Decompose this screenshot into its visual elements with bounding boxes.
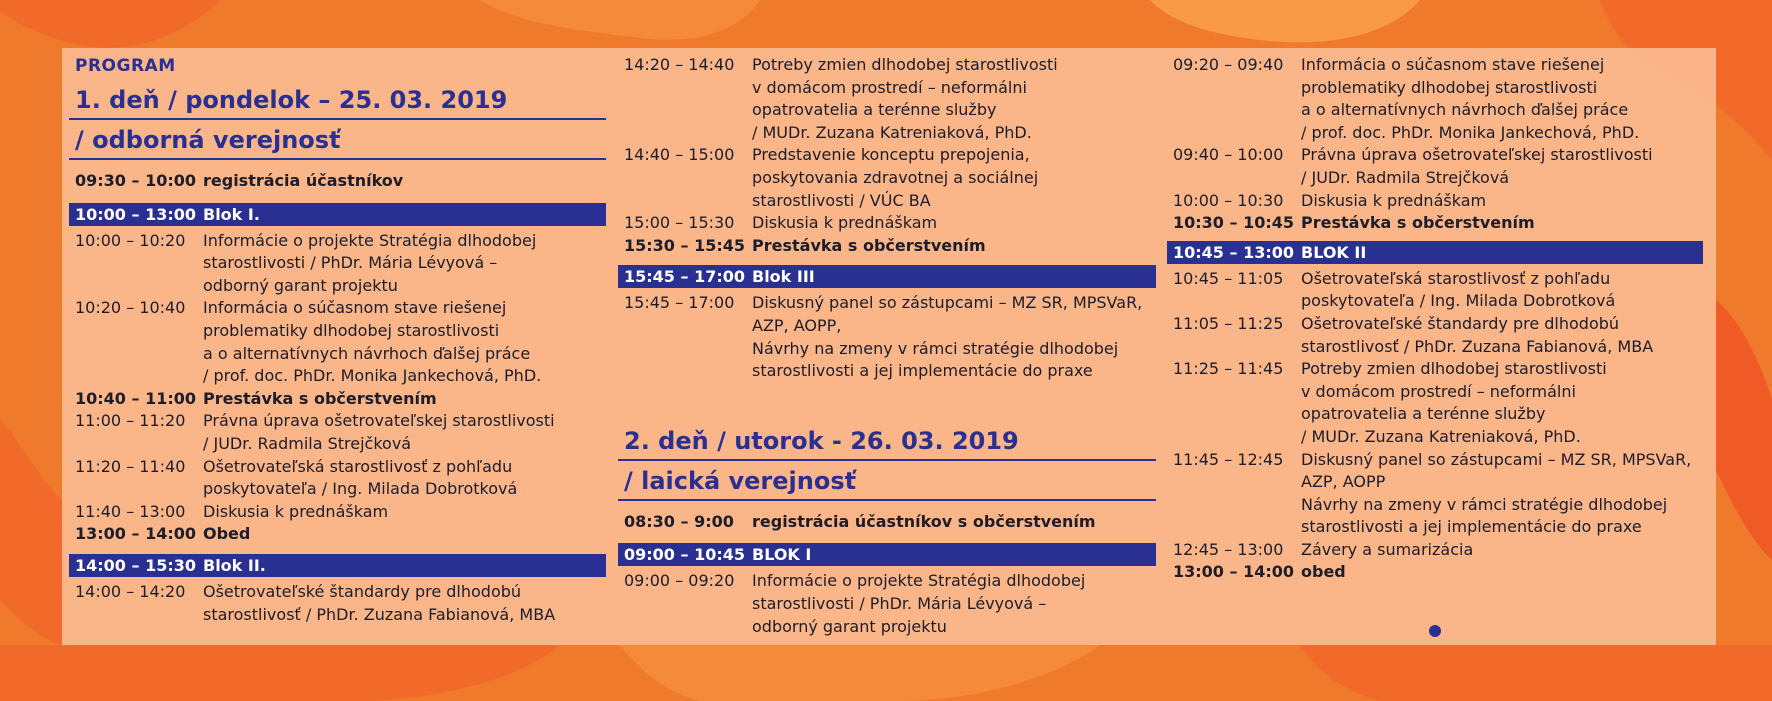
schedule-row xyxy=(1167,449,1703,539)
description-line: Potreby zmien dlhodobej starostlivosti xyxy=(752,55,1058,74)
time: 14:40 – 15:00 xyxy=(624,145,735,165)
day2-block2-header xyxy=(1167,241,1703,264)
description-line: Diskusia k prednáškam xyxy=(752,213,938,233)
description-line: AZP, AOPP xyxy=(1301,472,1386,492)
description xyxy=(752,212,1156,235)
schedule-row xyxy=(618,54,1156,144)
block-title: Blok II. xyxy=(203,555,266,575)
block-time: 10:45 – 13:00 xyxy=(1173,242,1294,262)
schedule-row xyxy=(1167,268,1703,313)
description xyxy=(1301,449,1703,539)
description-line: v domácom prostredí – neformálni xyxy=(1301,381,1576,401)
description: registrácia účastníkov xyxy=(203,171,404,190)
day1-block3-items xyxy=(618,292,1156,382)
time: 11:20 – 11:40 xyxy=(75,456,186,476)
description xyxy=(1301,313,1703,358)
day1-audience: / odborná verejnosť xyxy=(69,122,606,160)
day2-block2-items xyxy=(1167,268,1703,584)
description xyxy=(1301,358,1703,448)
day2-registration-row xyxy=(618,511,1156,534)
description-line: Prestávka s občerstvením xyxy=(752,235,986,255)
schedule-row xyxy=(69,297,606,387)
description xyxy=(203,388,606,411)
schedule-row xyxy=(1167,358,1703,448)
time: 09:40 – 10:00 xyxy=(1173,145,1284,165)
description-line: a o alternatívnych návrhoch ďalšej práce xyxy=(1301,100,1629,120)
description-line: poskytovateľa / Ing. Milada Dobrotková xyxy=(203,479,518,499)
schedule-row xyxy=(618,292,1156,382)
description-line: / prof. doc. PhDr. Monika Jankechová, PhD. xyxy=(203,366,542,386)
block-time: 15:45 – 17:00 xyxy=(624,267,745,287)
schedule-row xyxy=(1167,539,1703,562)
description-line: starostlivosti / PhDr. Mária Lévyová – xyxy=(752,593,1047,613)
description-line: poskytovania zdravotnej a sociálnej xyxy=(752,167,1039,187)
day1-title: 1. deň / pondelok – 25. 03. 2019 xyxy=(69,82,606,120)
program-label: PROGRAM xyxy=(75,56,176,76)
time: 15:00 – 15:30 xyxy=(624,213,735,233)
description xyxy=(203,523,606,546)
schedule-row xyxy=(618,144,1156,212)
block-title: Blok I. xyxy=(203,204,260,224)
day2-title: 2. deň / utorok - 26. 03. 2019 xyxy=(618,423,1156,461)
description-line: Právna úprava ošetrovateľskej starostlivosti xyxy=(203,411,555,431)
description-line: Diskusia k prednáškam xyxy=(203,501,389,521)
day1-block2-items xyxy=(69,581,606,626)
time: 09:00 – 09:20 xyxy=(624,571,735,591)
description xyxy=(1301,54,1703,144)
time: 11:25 – 11:45 xyxy=(1173,359,1284,379)
schedule-row xyxy=(69,230,606,298)
description xyxy=(203,456,606,501)
description-line: v domácom prostredí – neformálni xyxy=(752,77,1027,97)
time: 11:00 – 11:20 xyxy=(75,411,186,431)
schedule-row xyxy=(69,456,606,501)
schedule-row xyxy=(1167,561,1703,584)
day1-registration-row xyxy=(69,170,606,193)
description-line: Diskusný panel so zástupcami – MZ SR, MPSVaR, xyxy=(1301,449,1692,469)
block-title: BLOK II xyxy=(1301,242,1367,262)
time: 13:00 – 14:00 xyxy=(75,524,196,544)
description-line: starostlivosť / PhDr. Zuzana Fabianová, MBA xyxy=(203,604,556,624)
description-line: odborný garant projektu xyxy=(203,275,398,295)
description-line: Ošetrovateľská starostlivosť z pohľadu xyxy=(1301,268,1611,288)
description-line: Právna úprava ošetrovateľskej starostlivosti xyxy=(1301,145,1653,165)
time: 10:45 – 11:05 xyxy=(1173,268,1284,288)
day2-block1-header xyxy=(618,543,1156,566)
description xyxy=(752,235,1156,258)
description-line: Prestávka s občerstvením xyxy=(1301,213,1535,233)
description-line: Diskusia k prednáškam xyxy=(1301,190,1487,210)
day2-block1-items xyxy=(618,570,1156,638)
time: 10:20 – 10:40 xyxy=(75,298,186,318)
description xyxy=(203,230,606,298)
description-line: Predstavenie konceptu prepojenia, xyxy=(752,145,1030,165)
description xyxy=(1301,144,1703,189)
time: 13:00 – 14:00 xyxy=(1173,562,1294,582)
block-time: 09:00 – 10:45 xyxy=(624,545,745,565)
time: 10:40 – 11:00 xyxy=(75,388,196,408)
time: 09:30 – 10:00 xyxy=(75,171,196,190)
description-line: / prof. doc. PhDr. Monika Jankechová, PhD. xyxy=(1301,122,1640,142)
schedule-row xyxy=(69,501,606,524)
schedule-row xyxy=(1167,54,1703,144)
description-line: / MUDr. Zuzana Katreniaková, PhD. xyxy=(752,122,1032,142)
description-line: Obed xyxy=(203,524,251,544)
time: 09:20 – 09:40 xyxy=(1173,55,1284,74)
schedule-row xyxy=(69,410,606,455)
day1-block2-header xyxy=(69,554,606,577)
description-line: a o alternatívnych návrhoch ďalšej práce xyxy=(203,343,531,363)
description-line: Závery a sumarizácia xyxy=(1301,539,1474,559)
schedule-column-3 xyxy=(1167,54,1703,584)
day1-block1-header xyxy=(69,203,606,226)
description xyxy=(1301,268,1703,313)
description xyxy=(752,292,1156,382)
schedule-column-1 xyxy=(69,54,606,626)
description: registrácia účastníkov s občerstvením xyxy=(752,511,1096,531)
day2-block1-continued xyxy=(1167,54,1703,235)
description-line: Návrhy na zmeny v rámci stratégie dlhodobej xyxy=(752,338,1119,358)
description-line: Ošetrovateľské štandardy pre dlhodobú xyxy=(203,581,522,601)
time: 11:40 – 13:00 xyxy=(75,501,186,521)
day1-block3-header xyxy=(618,265,1156,288)
day1-block2-continued xyxy=(618,54,1156,257)
time: 15:45 – 17:00 xyxy=(624,293,735,313)
description-line: Informácia o súčasnom stave riešenej xyxy=(1301,55,1605,74)
block-title: Blok III xyxy=(752,267,815,287)
description-line: problematiky dlhodobej starostlivosti xyxy=(203,320,500,340)
description-line: / MUDr. Zuzana Katreniaková, PhD. xyxy=(1301,426,1581,446)
description-line: Ošetrovateľská starostlivosť z pohľadu xyxy=(203,456,513,476)
description xyxy=(203,410,606,455)
schedule-row xyxy=(69,388,606,411)
description-line: Informácie o projekte Stratégia dlhodobej xyxy=(752,571,1086,591)
description-line: starostlivosť / PhDr. Zuzana Fabianová, MBA xyxy=(1301,336,1654,356)
schedule-row xyxy=(69,581,606,626)
day2-audience: / laická verejnosť xyxy=(618,463,1156,501)
block-time: 14:00 – 15:30 xyxy=(75,555,196,575)
description-line: Ošetrovateľské štandardy pre dlhodobú xyxy=(1301,313,1620,333)
description-line: starostlivosti / VÚC BA xyxy=(752,190,931,210)
schedule-row xyxy=(618,212,1156,235)
time: 08:30 – 9:00 xyxy=(624,511,734,531)
description xyxy=(203,501,606,524)
time: 11:05 – 11:25 xyxy=(1173,313,1284,333)
description xyxy=(203,297,606,387)
description xyxy=(752,144,1156,212)
description-line: opatrovatelia a terénne služby xyxy=(1301,404,1546,424)
schedule-column-2 xyxy=(618,54,1156,638)
description xyxy=(1301,212,1703,235)
schedule-row xyxy=(618,235,1156,258)
schedule-row xyxy=(69,523,606,546)
description-line: starostlivosti a jej implementácie do praxe xyxy=(1301,517,1642,537)
description-line: poskytovateľa / Ing. Milada Dobrotková xyxy=(1301,291,1616,311)
time: 11:45 – 12:45 xyxy=(1173,449,1284,469)
description-line: Informácia o súčasnom stave riešenej xyxy=(203,298,507,318)
description xyxy=(203,581,606,626)
schedule-row xyxy=(1167,212,1703,235)
description-line: / JUDr. Radmila Strejčková xyxy=(203,433,412,453)
description-line: Návrhy na zmeny v rámci stratégie dlhodobej xyxy=(1301,494,1668,514)
schedule-row xyxy=(1167,190,1703,213)
description-line: odborný garant projektu xyxy=(752,616,947,636)
description-line: / JUDr. Radmila Strejčková xyxy=(1301,167,1510,187)
time: 10:00 – 10:20 xyxy=(75,230,186,250)
schedule-row xyxy=(1167,313,1703,358)
time: 10:30 – 10:45 xyxy=(1173,213,1294,233)
description-line: AZP, AOPP, xyxy=(752,315,842,335)
time: 12:45 – 13:00 xyxy=(1173,539,1284,559)
description-line: opatrovatelia a terénne služby xyxy=(752,100,997,120)
description xyxy=(752,570,1156,638)
description-line: problematiky dlhodobej starostlivosti xyxy=(1301,77,1598,97)
description-line: Informácie o projekte Stratégia dlhodobej xyxy=(203,230,537,250)
description-line: starostlivosti / PhDr. Mária Lévyová – xyxy=(203,253,498,273)
block-time: 10:00 – 13:00 xyxy=(75,204,196,224)
description-line: Diskusný panel so zástupcami – MZ SR, MPSVaR, xyxy=(752,293,1143,313)
time: 15:30 – 15:45 xyxy=(624,235,745,255)
description-line: Potreby zmien dlhodobej starostlivosti xyxy=(1301,359,1607,379)
block-title: BLOK I xyxy=(752,545,812,565)
schedule-row xyxy=(618,570,1156,638)
day1-block1-items xyxy=(69,230,606,546)
page-indicator-dot xyxy=(1429,625,1441,637)
description-line: starostlivosti a jej implementácie do praxe xyxy=(752,361,1093,381)
time: 10:00 – 10:30 xyxy=(1173,190,1284,210)
description xyxy=(1301,190,1703,213)
description-line: Prestávka s občerstvením xyxy=(203,388,437,408)
time: 14:00 – 14:20 xyxy=(75,581,186,601)
description xyxy=(1301,539,1703,562)
schedule-row xyxy=(1167,144,1703,189)
description xyxy=(1301,561,1703,584)
description-line: obed xyxy=(1301,562,1346,582)
description xyxy=(752,54,1156,144)
time: 14:20 – 14:40 xyxy=(624,55,735,74)
